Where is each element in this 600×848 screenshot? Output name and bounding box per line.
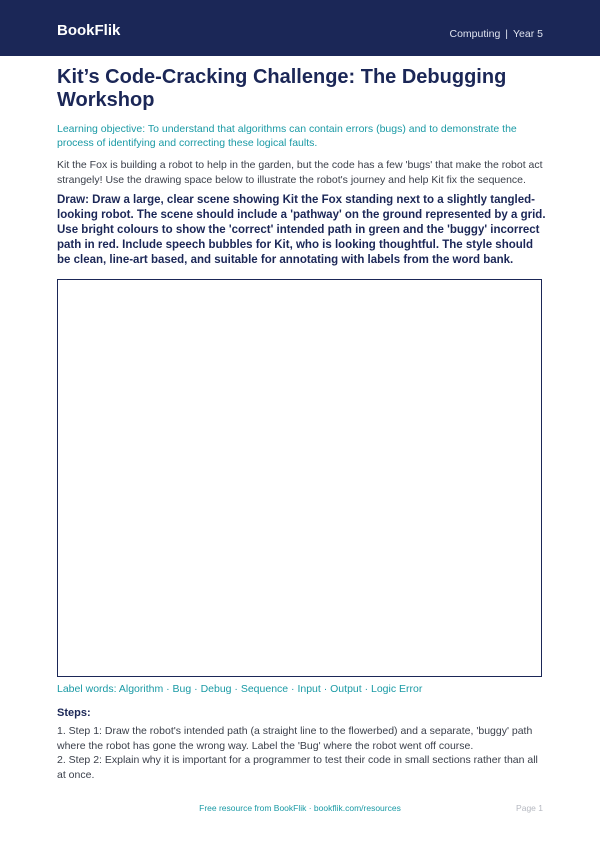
header-meta — [450, 28, 544, 40]
draw-instruction: Draw: Draw a large, clear scene showing Kit the Fox standing next to a slightly tangled-looking robot. The scene should include a 'pathway' on the ground represented by a grid. Use bright colours to show the 'correct' intended path in green and the 'buggy' incorrect path in red. Include speech bubbles for Kit, who is looking thoughtful. The style should be clean, line-art based, and suitable for annotating with labels from the word bank. — [57, 194, 546, 266]
step-item-2: 2. Step 2: Explain why it is important for a programmer to test their code in small sections rather than all at once. — [57, 754, 538, 781]
step-item-1: 1. Step 1: Draw the robot's intended path (a straight line to the flowerbed) and a separate, 'buggy' path where the robot has gone the wrong way. Label the 'Bug' where the robot went off course. — [57, 725, 533, 752]
intro-text: Kit the Fox is building a robot to help in the garden, but the code has a few 'bugs' that make the robot act strangely! Use the drawing space below to illustrate the robot's journey and help Kit fix the sequence. — [57, 159, 543, 186]
subject-label: Computing — [449, 28, 501, 40]
brand-logo[interactable]: BookFlik — [57, 22, 121, 39]
footer-source[interactable]: Free resource from BookFlik · bookflik.com/resources — [199, 803, 401, 813]
page-number: Page 1 — [516, 803, 543, 813]
label-word-bank: Label words: Algorithm · Bug · Debug · Sequence · Input · Output · Logic Error — [57, 683, 423, 695]
learning-objective: Learning objective: To understand that algorithms can contain errors (bugs) and to demonstrate the process of identifying and correcting these logical faults. — [57, 123, 517, 149]
year-label: Year 5 — [513, 28, 543, 40]
meta-separator: | — [505, 28, 509, 40]
page-title: Kit’s Code-Cracking Challenge: The Debugging Workshop — [57, 66, 507, 111]
drawing-space[interactable] — [57, 279, 542, 677]
steps-heading: Steps: — [57, 707, 91, 719]
header-bar — [0, 0, 600, 56]
